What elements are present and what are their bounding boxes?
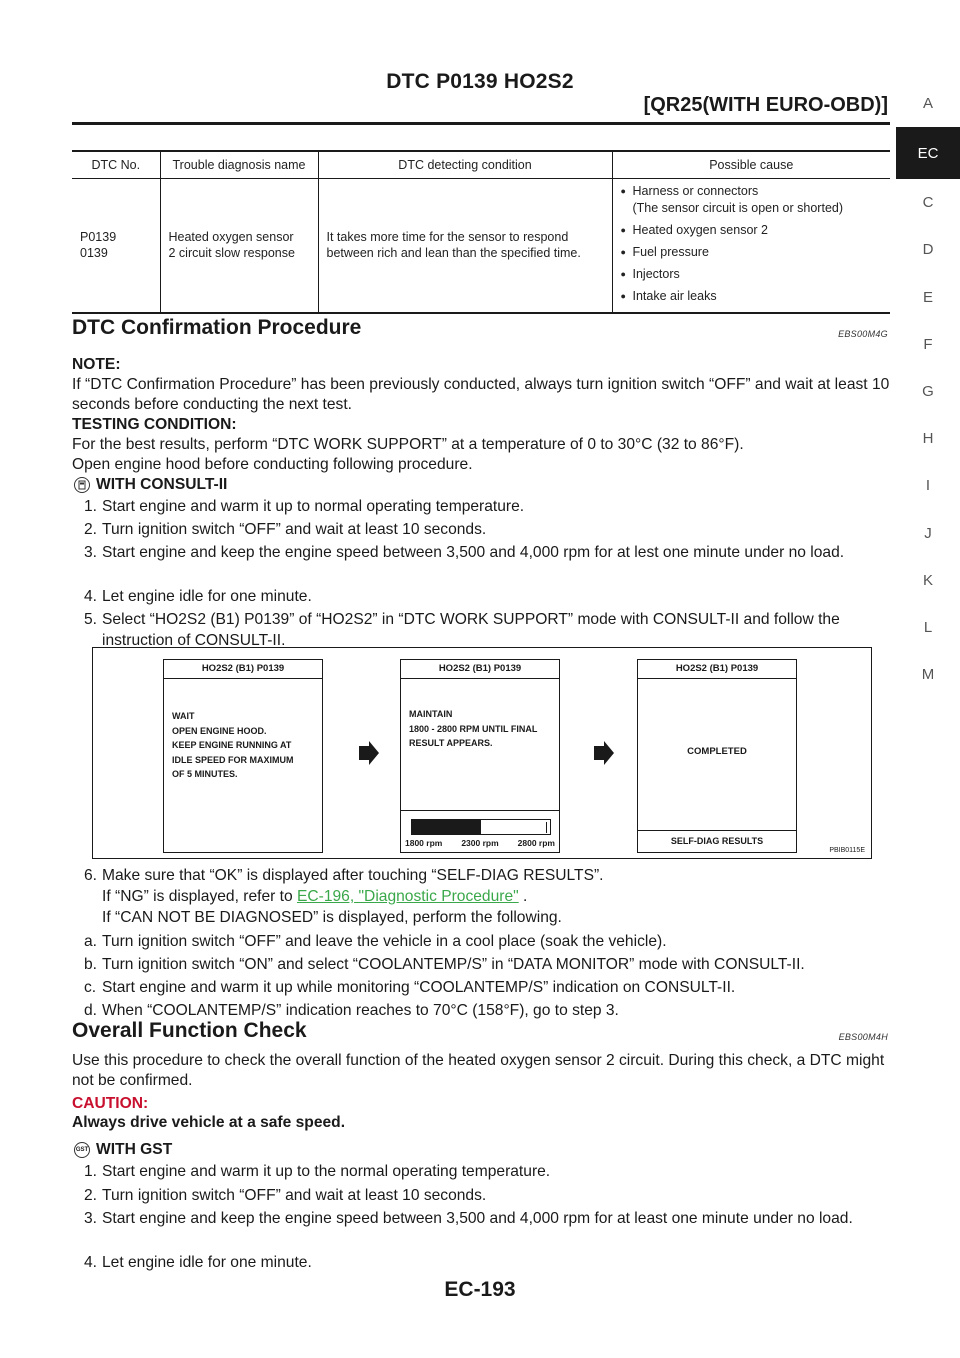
index-tab-h[interactable]: H [922,430,934,448]
consult-screen-completed: HO2S2 (B1) P0139 COMPLETED SELF-DIAG RESULTS [637,659,797,853]
index-tab-k[interactable]: K [922,571,933,589]
consult-icon [74,477,90,493]
index-tab-e[interactable]: E [922,288,933,306]
index-tab-g[interactable]: G [922,383,934,401]
cell-diag-name: Heated oxygen sensor 2 circuit slow response [160,178,318,313]
col-diag-name: Trouble diagnosis name [160,151,318,178]
section-index-tabs [896,80,960,698]
consult-screen-maintain: HO2S2 (B1) P0139 MAINTAIN 1800 - 2800 RPM UNTIL FINAL RESULT APPEARS. 1800 rpm 2300 rpm 2800 rpm [400,659,560,853]
step-1: 1. Start engine and warm it up to normal operating temperature. [84,498,525,515]
index-tab-j[interactable]: J [924,524,932,542]
list-item: ● Heated oxygen sensor 2 [621,222,883,239]
caution-label: CAUTION: [72,1095,149,1112]
section-code: EBS00M4G [838,329,888,339]
step-2: 2. Turn ignition switch “OFF” and wait at least 10 seconds. [84,521,487,538]
list-item: ● Harness or connectors (The sensor circuit is open or shorted) [621,183,883,217]
col-detect-condition: DTC detecting condition [318,151,612,178]
arrow-right-icon [355,740,381,766]
gst-step-1: 1. Start engine and warm it up to the normal operating temperature. [84,1163,551,1180]
section-title-dtc-confirmation: DTC Confirmation Procedure [72,316,362,339]
substep-d: d. When “COOLANTEMP/S” indication reaches to 70°C (158°F), go to step 3. [84,1002,619,1019]
index-tab-c[interactable]: C [922,194,934,212]
figure-code: PBIB0115E [829,847,865,854]
note-text: If “DTC Confirmation Procedure” has been previously conducted, always turn ignition switch “OFF” and wait at least 10 seconds before conducting the next test. [72,376,890,413]
testing-condition-text-2: Open engine hood before conducting following procedure. [72,456,473,473]
testing-condition-text: For the best results, perform “DTC WORK SUPPORT” at a temperature of 0 to 30°C (32 to 86°F). [72,436,744,453]
index-tab-i[interactable]: I [925,477,931,495]
index-tab-f[interactable]: F [923,335,933,353]
list-item: ● Injectors [621,266,883,283]
step-5: 5. Select “HO2S2 (B1) P0139” of “HO2S2” in “DTC WORK SUPPORT” mode with CONSULT-II and follow the instruction of CONSULT-II. [84,611,840,649]
list-item: ● Fuel pressure [621,244,883,261]
cell-dtc-no: P0139 0139 [72,178,160,313]
cell-possible-cause [612,178,890,313]
col-possible-cause: Possible cause [612,151,890,178]
substep-c: c. Start engine and warm it up while monitoring “COOLANTEMP/S” indication on CONSULT-II. [84,979,736,996]
gst-icon: GST [74,1142,90,1158]
note-label: NOTE: [72,356,121,373]
section-title-overall-function-check: Overall Function Check [72,1019,307,1042]
mode-heading-gst: GST WITH GST [75,1141,173,1158]
rpm-progress-bar [411,819,551,835]
mode-heading-consult: WITH CONSULT-II [74,476,227,494]
gst-step-2: 2. Turn ignition switch “OFF” and wait at least 10 seconds. [84,1187,487,1204]
step-6: 6. Make sure that “OK” is displayed after touching “SELF-DIAG RESULTS”. If “NG” is displayed, refer to EC-196, "Diagnostic Procedure" . If “CAN NOT BE DIAGNOSED” is displayed, perform the following. [84,867,604,926]
index-tab-d[interactable]: D [922,241,934,259]
cell-detect-condition: It takes more time for the sensor to respond between rich and lean than the specified time. [318,178,612,313]
section-code: EBS00M4H [838,1032,888,1042]
testing-condition-label: TESTING CONDITION: [72,416,237,433]
col-dtc-no: DTC No. [72,151,160,178]
substep-a: a. Turn ignition switch “OFF” and leave the vehicle in a cool place (soak the vehicle). [84,933,667,950]
index-tab-m[interactable]: M [921,666,935,684]
step-3: 3. Start engine and keep the engine speed between 3,500 and 4,000 rpm for at lest one minute under no load. [84,544,845,561]
page-title: DTC P0139 HO2S2 [386,70,574,93]
step-4: 4. Let engine idle for one minute. [84,588,312,605]
rpm-bar-area: 1800 rpm 2300 rpm 2800 rpm [401,810,559,852]
dtc-table [72,150,890,314]
list-item: ● Intake air leaks [621,288,883,305]
arrow-right-icon [590,740,616,766]
gst-step-3: 3. Start engine and keep the engine speed between 3,500 and 4,000 rpm for at least one minute under no load. [84,1210,853,1227]
table-row [72,178,890,313]
page-number: EC-193 [444,1278,516,1301]
caution-text: Always drive vehicle at a safe speed. [72,1114,346,1131]
consult-screens-figure [92,647,872,859]
diagnostic-procedure-link[interactable]: EC-196, "Diagnostic Procedure" [296,888,519,905]
completed-label: COMPLETED [687,746,747,757]
index-tab-ec[interactable]: EC [896,127,960,179]
gst-step-4: 4. Let engine idle for one minute. [84,1254,312,1271]
consult-screen-wait: HO2S2 (B1) P0139 WAIT OPEN ENGINE HOOD. KEEP ENGINE RUNNING AT IDLE SPEED FOR MAXIMUM OF 5 MINUTES. [163,659,323,853]
substep-b: b. Turn ignition switch “ON” and select “COOLANTEMP/S” in “DATA MONITOR” mode with CONSULT-II. [84,956,805,973]
self-diag-results-button[interactable]: SELF-DIAG RESULTS [638,830,796,852]
page-subtitle: [QR25(WITH EURO-OBD)] [643,94,888,116]
header-rule [72,122,890,125]
cause-list [621,183,883,305]
overall-check-intro: Use this procedure to check the overall function of the heated oxygen sensor 2 circuit. During this check, a DTC might not be confirmed. [72,1052,885,1089]
index-tab-l[interactable]: L [923,618,933,636]
index-tab-a[interactable]: A [922,95,933,113]
